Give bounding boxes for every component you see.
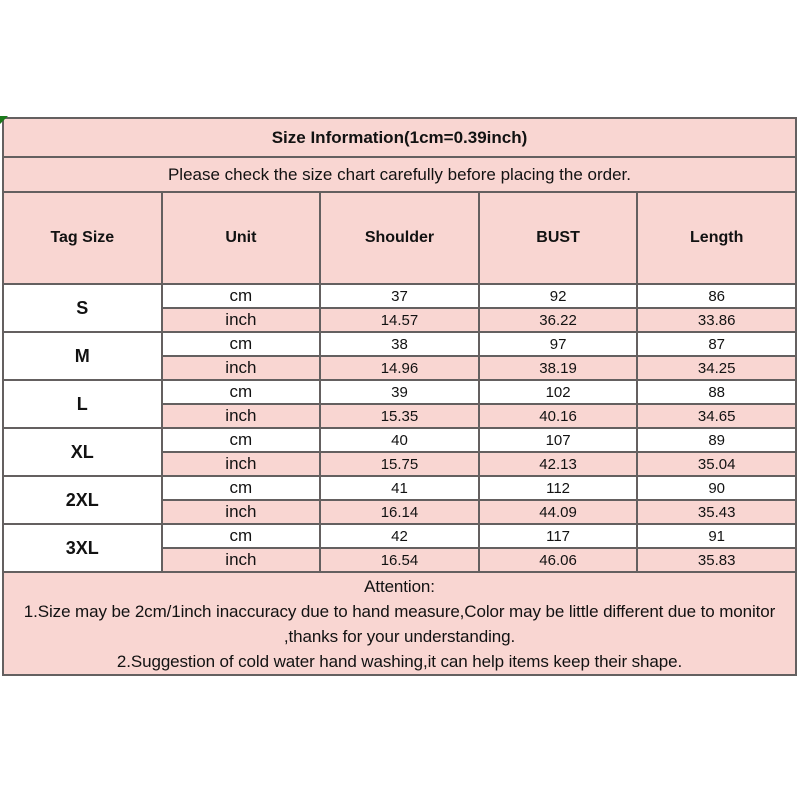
column-header-unit: Unit [162, 192, 321, 284]
value-shoulder-inch: 16.14 [320, 500, 479, 524]
tag-size-label: S [3, 284, 162, 332]
size-row-cm-l [3, 380, 796, 404]
attention-line-2: ,thanks for your understanding. [283, 626, 516, 646]
value-length-inch: 35.04 [637, 452, 796, 476]
value-bust-inch: 40.16 [479, 404, 638, 428]
attention-line-1: 1.Size may be 2cm/1inch inaccuracy due to hand measure,Color may be little different due to monitor [23, 601, 776, 621]
subtitle-row [3, 157, 796, 192]
unit-label-cm: cm [162, 476, 321, 500]
unit-label-cm: cm [162, 380, 321, 404]
value-length-inch: 35.83 [637, 548, 796, 572]
unit-label-inch: inch [162, 308, 321, 332]
value-bust-inch: 42.13 [479, 452, 638, 476]
value-length-inch: 34.65 [637, 404, 796, 428]
value-bust-inch: 36.22 [479, 308, 638, 332]
value-bust-inch: 38.19 [479, 356, 638, 380]
value-shoulder-inch: 14.96 [320, 356, 479, 380]
table-title: Size Information(1cm=0.39inch) [3, 118, 796, 157]
size-row-cm-xl [3, 428, 796, 452]
value-shoulder-cm: 38 [320, 332, 479, 356]
unit-label-inch: inch [162, 404, 321, 428]
value-bust-cm: 112 [479, 476, 638, 500]
value-length-cm: 89 [637, 428, 796, 452]
value-bust-cm: 102 [479, 380, 638, 404]
unit-label-cm: cm [162, 428, 321, 452]
value-length-cm: 86 [637, 284, 796, 308]
tag-size-label: XL [3, 428, 162, 476]
value-length-cm: 91 [637, 524, 796, 548]
value-shoulder-cm: 42 [320, 524, 479, 548]
size-row-cm-3xl [3, 524, 796, 548]
size-row-cm-2xl [3, 476, 796, 500]
value-shoulder-cm: 39 [320, 380, 479, 404]
value-length-inch: 34.25 [637, 356, 796, 380]
attention-row [3, 572, 796, 675]
attention-line-3: 2.Suggestion of cold water hand washing,it can help items keep their shape. [116, 651, 683, 671]
tag-size-label: 2XL [3, 476, 162, 524]
title-row [3, 118, 796, 157]
unit-label-cm: cm [162, 524, 321, 548]
unit-label-cm: cm [162, 284, 321, 308]
unit-label-inch: inch [162, 356, 321, 380]
value-length-cm: 87 [637, 332, 796, 356]
tag-size-label: L [3, 380, 162, 428]
value-shoulder-inch: 15.35 [320, 404, 479, 428]
table-subtitle: Please check the size chart carefully before placing the order. [3, 157, 796, 192]
size-chart-table [2, 117, 797, 676]
value-bust-cm: 107 [479, 428, 638, 452]
size-row-cm-m [3, 332, 796, 356]
tag-size-label: 3XL [3, 524, 162, 572]
value-length-inch: 35.43 [637, 500, 796, 524]
value-shoulder-cm: 37 [320, 284, 479, 308]
value-bust-cm: 117 [479, 524, 638, 548]
column-header-tag-size: Tag Size [3, 192, 162, 284]
value-shoulder-cm: 40 [320, 428, 479, 452]
value-length-cm: 88 [637, 380, 796, 404]
header-row [3, 192, 796, 284]
column-header-bust: BUST [479, 192, 638, 284]
value-bust-cm: 92 [479, 284, 638, 308]
unit-label-inch: inch [162, 548, 321, 572]
column-header-shoulder: Shoulder [320, 192, 479, 284]
attention-heading: Attention: [364, 576, 435, 596]
value-length-cm: 90 [637, 476, 796, 500]
tag-size-label: M [3, 332, 162, 380]
attention-note [3, 572, 796, 675]
value-shoulder-inch: 16.54 [320, 548, 479, 572]
unit-label-inch: inch [162, 500, 321, 524]
size-chart-sheet [2, 117, 797, 676]
value-shoulder-cm: 41 [320, 476, 479, 500]
value-bust-inch: 44.09 [479, 500, 638, 524]
unit-label-inch: inch [162, 452, 321, 476]
value-length-inch: 33.86 [637, 308, 796, 332]
size-row-cm-s [3, 284, 796, 308]
unit-label-cm: cm [162, 332, 321, 356]
green-corner-marker [0, 116, 8, 124]
value-bust-cm: 97 [479, 332, 638, 356]
value-shoulder-inch: 15.75 [320, 452, 479, 476]
value-shoulder-inch: 14.57 [320, 308, 479, 332]
column-header-length: Length [637, 192, 796, 284]
value-bust-inch: 46.06 [479, 548, 638, 572]
